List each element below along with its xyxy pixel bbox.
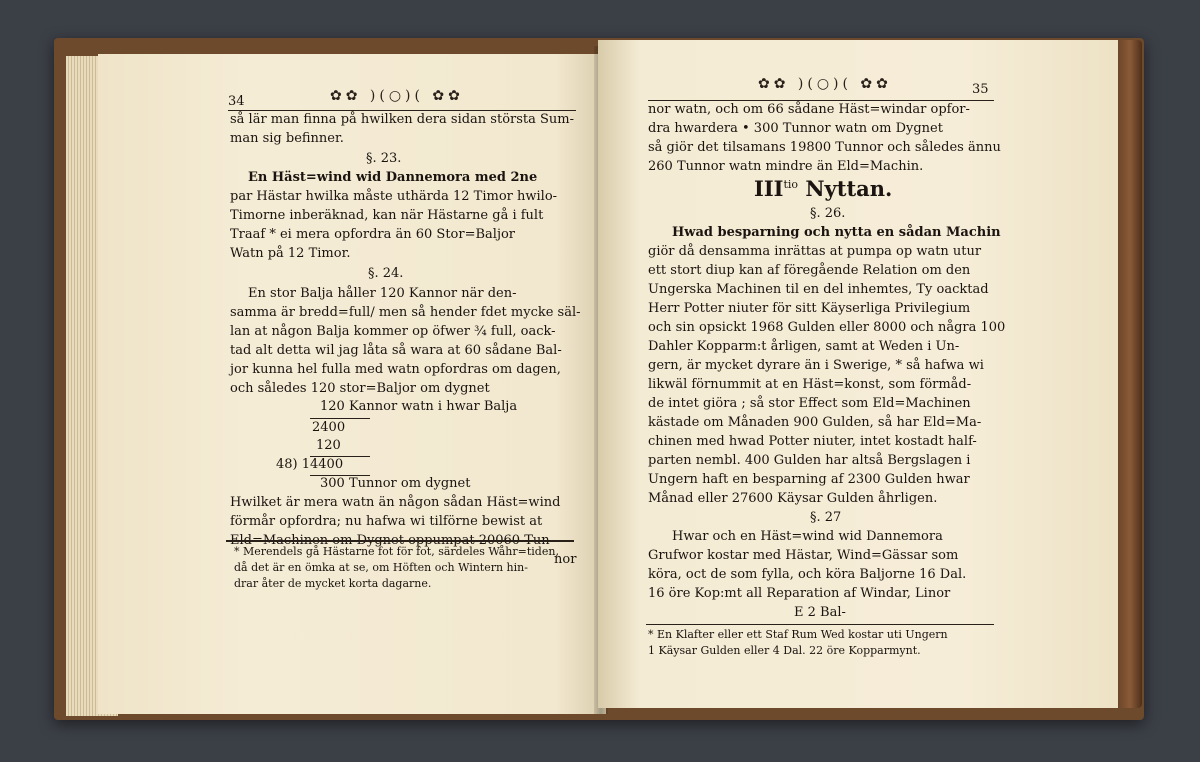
header-rule: [228, 110, 576, 111]
footnote-line: 1 Käysar Gulden eller 4 Dal. 22 öre Kopparmynt.: [648, 644, 921, 657]
text-line: Timorne inberäknad, kan när Hästarne gå i fult: [230, 208, 544, 223]
text-line: 260 Tunnor watn mindre än Eld=Machin.: [648, 159, 924, 174]
text-line: man sig befinner.: [230, 131, 344, 146]
text-line: köra, oct de som fylla, och köra Baljorne 16 Dal.: [648, 567, 967, 582]
text-line: Watn på 12 Timor.: [230, 246, 351, 261]
text-line: och sin opsickt 1968 Gulden eller 8000 och några 100: [648, 320, 1006, 335]
chapter-heading: [754, 176, 892, 201]
text-line: 16 öre Kop:mt all Reparation af Windar, Linor: [648, 586, 951, 601]
footnote-line: * En Klafter eller ett Staf Rum Wed kostar uti Ungern: [648, 628, 948, 641]
text-line: Hwar och en Häst=wind wid Dannemora: [672, 529, 943, 544]
calc-line: 120: [316, 438, 341, 453]
heading-superscript: tio: [783, 178, 799, 191]
signature-line: E 2 Bal-: [794, 605, 846, 620]
header-rule: [648, 100, 994, 101]
footnote-divider: [226, 541, 574, 542]
page-number: 34: [228, 94, 245, 109]
text-line: så giör det tilsamans 19800 Tunnor och således ännu: [648, 140, 1001, 155]
calc-line: 48) 14400: [276, 457, 344, 472]
text-line: Traaf * ei mera opfordra än 60 Stor=Baljor: [230, 227, 516, 242]
text-line: jor kunna hel fulla med watn opfordras om dagen,: [230, 362, 561, 377]
calc-rule: [310, 418, 370, 419]
text-line: Ungerska Machinen til en del inhemtes, Ty oacktad: [648, 282, 989, 297]
text-line: Månad eller 27600 Käysar Gulden åhrligen.: [648, 491, 938, 506]
text-line: samma är bredd=full/ men så hender fdet mycke säl-: [230, 305, 581, 320]
text-line: Eld=Machinen om Dygnet oppumpat 20060 Tun-: [230, 533, 554, 548]
text-line: de intet giöra ; så stor Effect som Eld=Machinen: [648, 396, 971, 411]
text-line: nor: [554, 552, 577, 567]
text-line: chinen med hwad Potter niuter, intet kostadt half-: [648, 434, 977, 449]
text-line: Dahler Kopparm:t årligen, samt at Weden i Un-: [648, 339, 960, 354]
heading-numeral: III: [754, 176, 784, 201]
section-mark: §. 23.: [366, 151, 402, 166]
text-line: så lär man finna på hwilken dera sidan största Sum-: [230, 112, 575, 127]
section-mark: §. 24.: [368, 266, 404, 281]
footnote-divider: [646, 624, 994, 625]
text-line: nor watn, och om 66 sådane Häst=windar opfor-: [648, 102, 970, 117]
text-line: Hwilket är mera watn än någon sådan Häst=wind: [230, 495, 561, 510]
page-number: 35: [972, 82, 989, 97]
text-line: kästade om Månaden 900 Gulden, så har Eld=Ma-: [648, 415, 982, 430]
text-line: och således 120 stor=Baljor om dygnet: [230, 381, 490, 396]
text-line: Grufwor kostar med Hästar, Wind=Gässar som: [648, 548, 959, 563]
text-line: En stor Balja håller 120 Kannor när den-: [248, 286, 517, 301]
calc-line: 2400: [312, 420, 346, 435]
text-line: ett stort diup kan af föregående Relation om den: [648, 263, 971, 278]
ornament: ✿✿ )(○)( ✿✿: [330, 88, 464, 104]
text-line: par Hästar hwilka måste uthärda 12 Timor hwilo-: [230, 189, 558, 204]
calc-line: 300 Tunnor om dygnet: [320, 476, 471, 491]
section-mark: §. 26.: [810, 206, 846, 221]
text-line: Ungern haft en besparning af 2300 Gulden hwar: [648, 472, 970, 487]
right-page: [598, 40, 1118, 708]
text-line: tad alt detta wil jag låta så wara at 60 sådane Bal-: [230, 343, 562, 358]
text-line: lan at någon Balja kommer op öfwer ¾ full, oack-: [230, 324, 556, 339]
ornament: ✿✿ )(○)( ✿✿: [758, 76, 892, 92]
text-line: giör då densamma inrättas at pumpa op watn utur: [648, 244, 982, 259]
footnote-line: drar åter de mycket korta dagarne.: [234, 577, 432, 590]
text-line: En Häst=wind wid Dannemora med 2ne: [248, 170, 538, 185]
heading-title: Nyttan.: [805, 176, 893, 201]
text-line: dra hwardera • 300 Tunnor watn om Dygnet: [648, 121, 943, 136]
footnote-line: då det är en ömka at se, om Höften och Wintern hin-: [234, 561, 528, 574]
left-page: [98, 54, 606, 714]
text-line: gern, är mycket dyrare än i Swerige, * så hafwa wi: [648, 358, 984, 373]
text-line: Hwad besparning och nytta en sådan Machin: [672, 225, 1001, 240]
text-line: Herr Potter niuter för sitt Käyserliga Privilegium: [648, 301, 971, 316]
text-line: likwäl förnummit at en Häst=konst, som förmåd-: [648, 377, 972, 392]
section-mark: §. 27: [810, 510, 842, 525]
footnote-line: * Merendels gå Hästarne fot för fot, särdeles Wåhr=tiden,: [234, 545, 559, 558]
calc-line: 120 Kannor watn i hwar Balja: [320, 399, 518, 414]
text-line: förmår opfordra; nu hafwa wi tilförne bewist at: [230, 514, 543, 529]
text-line: parten nembl. 400 Gulden har altså Bergslagen i: [648, 453, 971, 468]
